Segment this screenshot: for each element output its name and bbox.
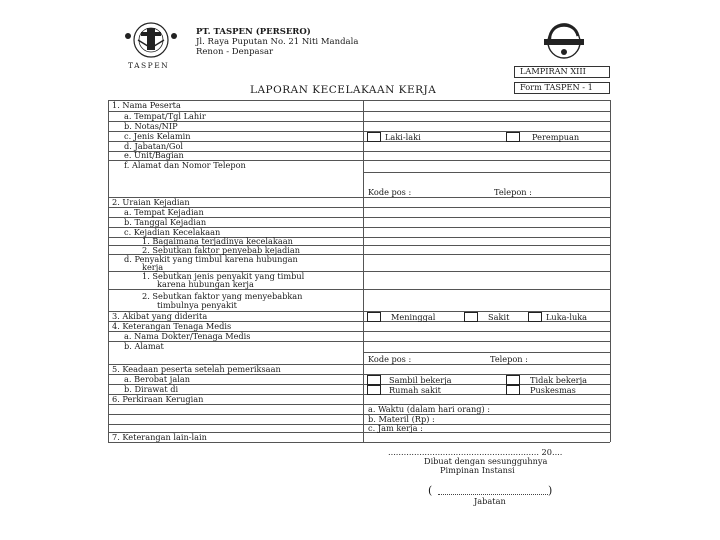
s2-c1: 1. Bagaimana terjadinya kecelakaan [142,236,293,246]
s7-label: 7. Keterangan lain-lain [112,432,207,442]
s6-a: a. Waktu (dalam hari orang) : [368,404,491,414]
checkbox-box [367,132,381,142]
checkbox-rumah-sakit[interactable] [367,385,441,395]
checkbox-label: Laki-laki [385,131,421,142]
s6-label: 6. Perkiraan Kerugian [112,394,204,404]
s5-label: 5. Keadaan peserta setelah pemeriksaan [112,364,281,374]
s1-c: c. Jenis Kelamin [124,131,191,141]
s1-telepon: Telepon : [494,187,532,197]
s2-c: c. Kejadian Kecelakaan [124,227,221,237]
checkbox-box [528,312,542,322]
s5-b: b. Dirawat di [124,384,179,394]
s1-label: 1. Nama Peserta [112,100,181,110]
checkbox-tidak-bekerja[interactable] [506,375,587,385]
s2-b: b. Tanggal Kejadian [124,217,207,227]
company-address-1: Jl. Raya Puputan No. 21 Niti Mandala [196,37,359,47]
checkbox-label: Tidak bekerja [530,374,587,385]
pimpinan-text: Pimpinan Instansi [440,465,515,475]
logo-text: TASPEN [128,61,170,70]
checkbox-label: Luka-luka [546,311,588,322]
checkbox-box [367,312,381,322]
s4-a: a. Nama Dokter/Tenaga Medis [124,331,251,341]
checkbox-label: Puskesmas [530,384,576,395]
form-code: Form TASPEN - 1 [514,82,610,94]
s1-e: e. Unit/Bagian [124,150,184,160]
checkbox-box [506,385,520,395]
checkbox-meninggal[interactable] [367,312,435,322]
checkbox-box [506,132,520,142]
checkbox-box [367,375,381,385]
s3-label: 3. Akibat yang diderita [112,311,208,321]
s2-d-2b: timbulnya penyakit [157,300,237,310]
checkbox-label: Sambil bekerja [389,374,452,385]
s1-b: b. Notas/NIP [124,121,178,131]
dibuat-text: Dibuat dengan sesungguhnya [424,456,548,466]
partner-logo [536,22,592,62]
signature-open-paren: ( [428,484,433,497]
s2-d-2a: 2. Sebutkan faktor yang menyebabkan [142,291,303,301]
checkbox-label: Meninggal [391,311,436,322]
signature-line [438,494,548,495]
checkbox-label: Sakit [488,311,510,322]
s4-telepon: Telepon : [490,354,528,364]
s2-label: 2. Uraian Kejadian [112,197,190,207]
s4-b: b. Alamat [124,341,164,351]
s2-c2: 2. Sebutkan faktor penyebab kejadian [142,245,301,255]
checkbox-label: Rumah sakit [389,384,441,395]
checkbox-box [506,375,520,385]
s2-d1: d. Penyakit yang timbul karena hubungan [124,254,298,264]
s2-d-1a: 1. Sebutkan jenis penyakit yang timbul [142,271,305,281]
s1-kode-pos: Kode pos : [368,187,412,197]
s2-a: a. Tempat Kejadian [124,207,204,217]
checkbox-puskesmas[interactable] [506,385,576,395]
s4-kode-pos: Kode pos : [368,354,412,364]
checkbox-label: Perempuan [532,131,580,142]
s5-a: a. Berobat jalan [124,374,190,384]
checkbox-perempuan[interactable] [506,132,579,142]
company-name: PT. TASPEN (PERSERO) [196,27,311,37]
s4-label: 4. Keterangan Tenaga Medis [112,321,232,331]
s2-d-1b: karena hubungan kerja [157,279,254,289]
s6-c: c. Jam kerja : [368,423,423,433]
jabatan-text: Jabatan [474,496,506,506]
checkbox-laki-laki[interactable] [367,132,421,142]
lampiran-label: LAMPIRAN XIII [514,66,610,78]
checkbox-sambil-bekerja[interactable] [367,375,452,385]
checkbox-sakit[interactable] [464,312,509,322]
place-date-line: .......................................................... 20.... [388,447,563,457]
s1-d: d. Jabatan/Gol [124,141,184,151]
signature-close-paren: ) [548,484,553,497]
checkbox-box [464,312,478,322]
page-title: LAPORAN KECELAKAAN KERJA [250,84,437,96]
checkbox-luka-luka[interactable] [528,312,587,322]
s1-a: a. Tempat/Tgl Lahir [124,111,206,121]
company-address-2: Renon - Denpasar [196,47,274,57]
s2-d2: kerja [142,262,164,272]
s1-f: f. Alamat dan Nomor Telepon [124,160,246,170]
s6-b: b. Materil (Rp) : [368,414,435,424]
checkbox-box [367,385,381,395]
